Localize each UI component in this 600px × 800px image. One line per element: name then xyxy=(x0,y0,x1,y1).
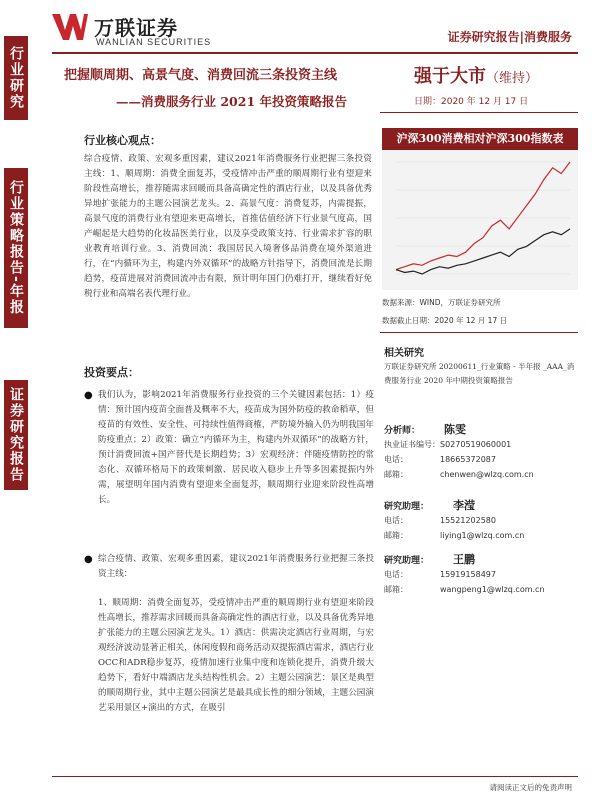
investment-paragraph-3-text: 1、顺周期：消费全面复苏，受疫情冲击严重的顺周期行业有望迎来阶段性高增长，推荐需求回暖而具备高确定性的酒店行业，以及具备优秀异地扩张能力的主题公园演艺龙头。1）酒店：供需决定酒店行业周期，与宏观经济波动显著正相关，休闲度假和商务活动双提振酒店需求，酒店行业OCC和ADR稳步复苏，疫情加速行业集中度和连锁化提升，消费升级大趋势下，看好中端酒店龙头结构性机会。2）主题公园演艺：景区是典型的顺周期行业，其中主题公园演艺是最具成长性的细分领域，主题公园演艺采用景区+演出的方式，在吸引 xyxy=(98,598,374,713)
bullet-dot-icon: ● xyxy=(84,554,93,565)
investment-points-heading: 投资要点： xyxy=(84,366,139,379)
assistant-name: 王鹏 xyxy=(453,553,476,566)
related-research-heading: 相关研究 xyxy=(384,348,424,359)
analyst-role: 分析师： xyxy=(384,426,421,436)
investment-bullet-1 xyxy=(84,388,374,508)
sidebar-strategy-annual: 行业策略报告-年报 xyxy=(4,168,28,328)
rating-main: 强于大市 xyxy=(414,66,486,87)
bullet-dot-icon: ● xyxy=(84,390,93,401)
sidebar-industry-research: 行业研究 xyxy=(4,36,28,120)
assistant-name: 李滢 xyxy=(453,499,476,512)
investment-paragraph-3 xyxy=(84,596,374,716)
chart-data-cutoff: 数据截止日期：2020 年 12 月 17 日 xyxy=(382,316,508,325)
report-title: 把握顺周期、高景气度、消费回流三条投资主线 xyxy=(64,68,338,83)
assistant-email: 邮箱： wangpeng1@wlzq.com.cn xyxy=(384,585,545,594)
rating-maintain: （维持） xyxy=(486,71,539,86)
analyst-email: 邮箱： chenwen@wlzq.com.cn xyxy=(384,470,534,479)
chart-divider xyxy=(380,332,578,333)
investment-bullet-1-text: 我们认为，影响2021年消费服务行业投资的三个关键因素包括：1）疫情：预计国内疫苗全面普及概率不大，疫苗成为国外防疫的救命稻草，但疫苗的有效性、安全性、可持续性值得商榷，严防境外输入仍为明我国年防疫重点；2）政策：确立“内循环为主，构建内外双循环”的战略方针，预计消费回流+国产替代是长期趋势；3）宏观经济：伴随疫情防控的常态化、双循环格局下的政策刺激、居民收入稳步上升等多因素提振内外需，展望明年国内消费有望迎来全面复苏，顺周期行业迎来阶段性高增长。 xyxy=(98,390,374,505)
assistant-role: 研究助理： xyxy=(384,502,430,512)
chart-area xyxy=(382,150,578,290)
logo-english-name: WANLIAN SECURITIES xyxy=(96,37,212,47)
chart-title: 沪深300消费相对沪深300指数表 xyxy=(382,128,578,150)
report-category: 证券研究报告|消费服务 xyxy=(447,30,572,44)
core-views-section xyxy=(84,132,372,302)
report-date: 日期：2020 年 12 月 17 日 xyxy=(414,97,529,107)
header-divider xyxy=(52,52,578,54)
footer-divider xyxy=(52,776,578,777)
chart-series-line-1 xyxy=(396,162,570,270)
analyst-card xyxy=(384,418,580,482)
analyst-cert: 执业证书编号：S0270519060001 xyxy=(384,440,512,449)
analyst-name: 陈雯 xyxy=(444,423,467,436)
research-assistant-card-1 xyxy=(384,494,580,543)
core-views-heading: 行业核心观点： xyxy=(84,134,161,147)
rating xyxy=(414,62,538,88)
logo-chinese-name: 万联证券 xyxy=(94,16,178,40)
logo-mark-icon xyxy=(52,12,88,42)
wanlian-logo xyxy=(52,10,222,46)
assistant-phone: 电话： 15521202580 xyxy=(384,516,496,525)
assistant-email: 邮箱： liying1@wlzq.com.cn xyxy=(384,531,525,540)
investment-bullet-2 xyxy=(84,552,374,582)
assistant-phone: 电话： 15919158497 xyxy=(384,570,496,579)
analyst-phone: 电话： 18665372087 xyxy=(384,455,496,464)
left-sidebar xyxy=(0,0,32,800)
research-assistant-card-2 xyxy=(384,548,580,597)
assistant-role: 研究助理： xyxy=(384,556,430,566)
investment-bullet-2-text: 综合疫情、政策、宏观多重因素，建议2021年消费服务行业把握三条投资主线： xyxy=(98,554,374,579)
disclaimer-notice[interactable]: 请阅读正文后的免责声明 xyxy=(489,783,572,792)
sidebar-securities-report: 证券研究报告 xyxy=(4,380,28,490)
index-line-chart xyxy=(382,150,578,290)
title-divider xyxy=(380,112,578,113)
report-subtitle: ——消费服务行业 2021 年投资策略报告 xyxy=(116,94,347,109)
chart-data-source: 数据来源：WIND，万联证券研究所 xyxy=(382,298,501,307)
core-views-text: 综合疫情、政策、宏观多重因素，建议2021年消费服务行业把握三条投资主线：1、顺周期：消费全面复苏，受疫情冲击严重的顺周期行业有望迎来阶段性高增长，推荐随需求回暖而具备高确定性的酒店行业，以及具备优秀异地扩张能力的主题公园演艺龙头。2、高景气度：消费复苏，内需提振，高景气度的消费行业有望迎来更高增长，首推估值经济下行业景气度高，国产崛起是大趋势的化妆品医美行业，以及享受政策支持、行业需求扩容的职业教育培训行业。3、消费回流：我国居民入境奢侈品消费在境外渠道进行，在“内循环为主，构建内外双循环”的战略方针指导下，消费回流是长期趋势，疫苗进展对消费回流冲击有限，预计明年国门仍难打开，继续看好免税行业和高端名表代理行业。 xyxy=(84,154,372,299)
related-research-link[interactable]: 万联证券研究所 20200611_行业策略 - 半年报 _AAA_消费服务行业 2020 年中期投资策略报告 xyxy=(384,362,575,385)
chart-series-line-2 xyxy=(396,229,570,274)
